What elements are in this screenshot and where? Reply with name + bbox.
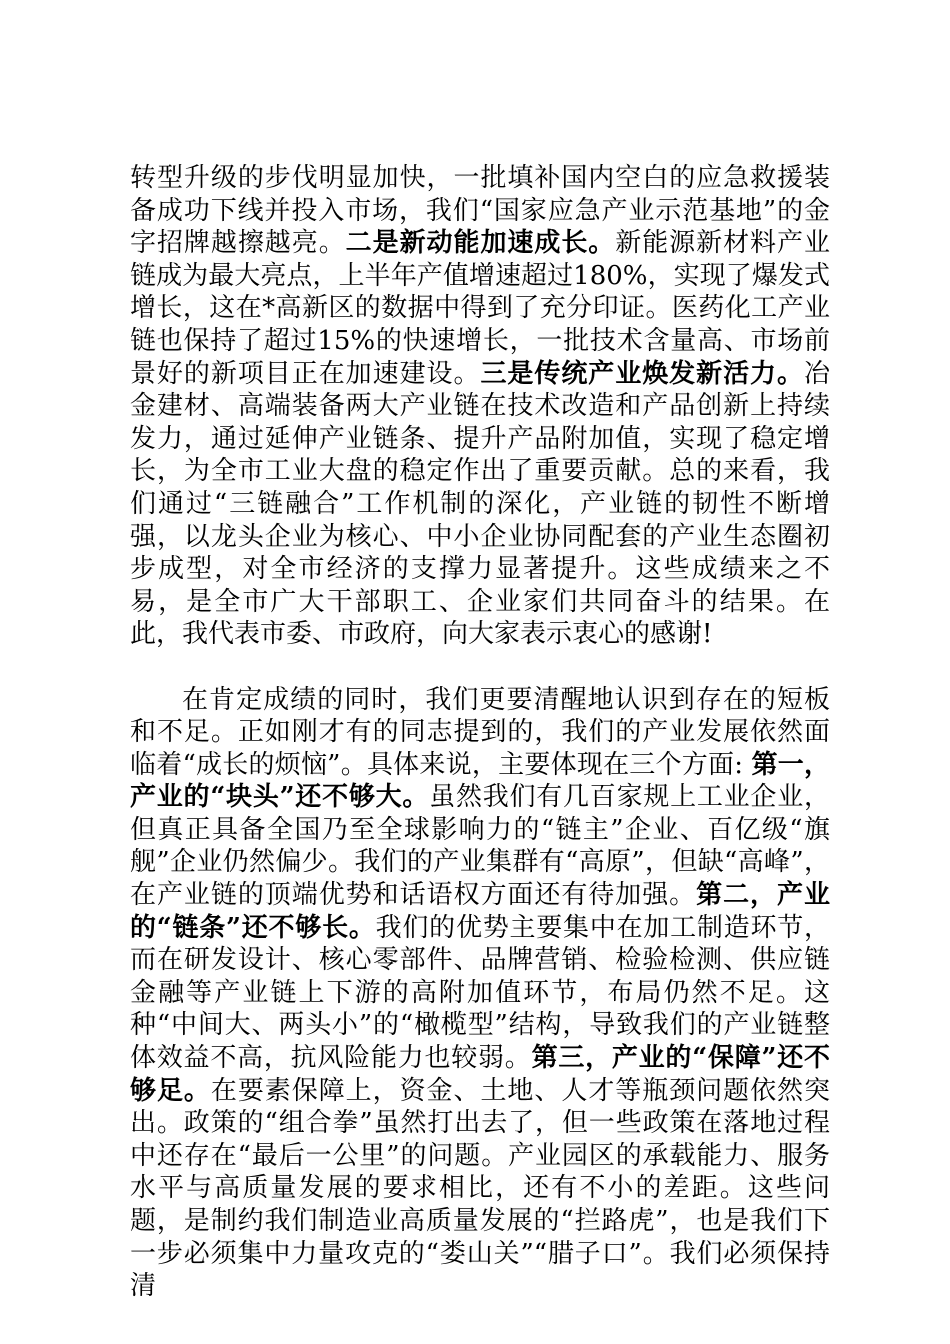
text-run: 新能源新材料产业链成为最大亮点，上半年产值增速超过180%，实现了爆发式增长，这在*高新区的数据中得到了充分印证。医药化工产业链也保持了超过15%的快速增长，一批技术含量高、市场前景好的新项目正在加速建设。 (130, 228, 830, 389)
highlight-third-point: 三是传统产业焕发新活力。 (480, 358, 804, 389)
paragraph-shortcomings (130, 684, 830, 1303)
text-run: 我们的优势主要集中在加工制造环节，而在研发设计、核心零部件、品牌营销、检验检测、供应链金融等产业链上下游的高附加值环节，布局仍然不足。这种“中间大、两头小”的“橄榄型”结构，导致我们的产业链整体效益不高，抗风险能力也较弱。 (130, 912, 830, 1074)
paragraph-achievements (130, 162, 830, 651)
text-run: 冶金建材、高端装备两大产业链在技术改造和产品创新上持续发力，通过延伸产业链条、提升产品附加值，实现了稳定增长，为全市工业大盘的稳定作出了重要贡献。总的来看，我们通过“三链融合”工作机制的深化，产业链的韧性不断增强，以龙头企业为核心、中小企业协同配套的产业生态圈初步成型，对全市经济的支撑力显著提升。这些成绩来之不易，是全市广大干部职工、企业家们共同奋斗的结果。在此，我代表市委、市政府，向大家表示衷心的感谢! (130, 358, 830, 650)
highlight-second-issue: 第二，产业的“链条”还不够长。 (130, 880, 830, 943)
text-run: 转型升级的步伐明显加快，一批填补国内空白的应急救援装备成功下线并投入市场，我们“国家应急产业示范基地”的金字招牌越擦越亮。 (130, 163, 830, 259)
text-run: 在要素保障上，资金、土地、人才等瓶颈问题依然突出。政策的“组合拳”虽然打出去了，但一些政策在落地过程中还存在“最后一公里”的问题。产业园区的承载能力、服务水平与高质量发展的要求相比，还有不小的差距。这些问题，是制约我们制造业高质量发展的“拦路虎”，也是我们下一步必须集中力量攻克的“娄山关”“腊子口”。我们必须保持清 (130, 1075, 830, 1302)
document-page (130, 162, 830, 1303)
text-run: 在肯定成绩的同时，我们更要清醒地认识到存在的短板和不足。正如刚才有的同志提到的，我们的产业发展依然面临着“成长的烦恼”。具体来说，主要体现在三个方面: (130, 684, 830, 780)
highlight-third-issue: 第三，产业的“保障”还不够足。 (130, 1043, 830, 1106)
text-run: 虽然我们有几百家规上工业企业，但真正具备全国乃至全球影响力的“链主”企业、百亿级“旗舰”企业仍然偏少。我们的产业集群有“高原”，但缺“高峰”，在产业链的顶端优势和话语权方面还有待加强。 (130, 782, 830, 911)
highlight-second-point: 二是新动能加速成长。 (345, 228, 616, 259)
highlight-first-issue: 第一，产业的“块头”还不够大。 (130, 749, 830, 813)
